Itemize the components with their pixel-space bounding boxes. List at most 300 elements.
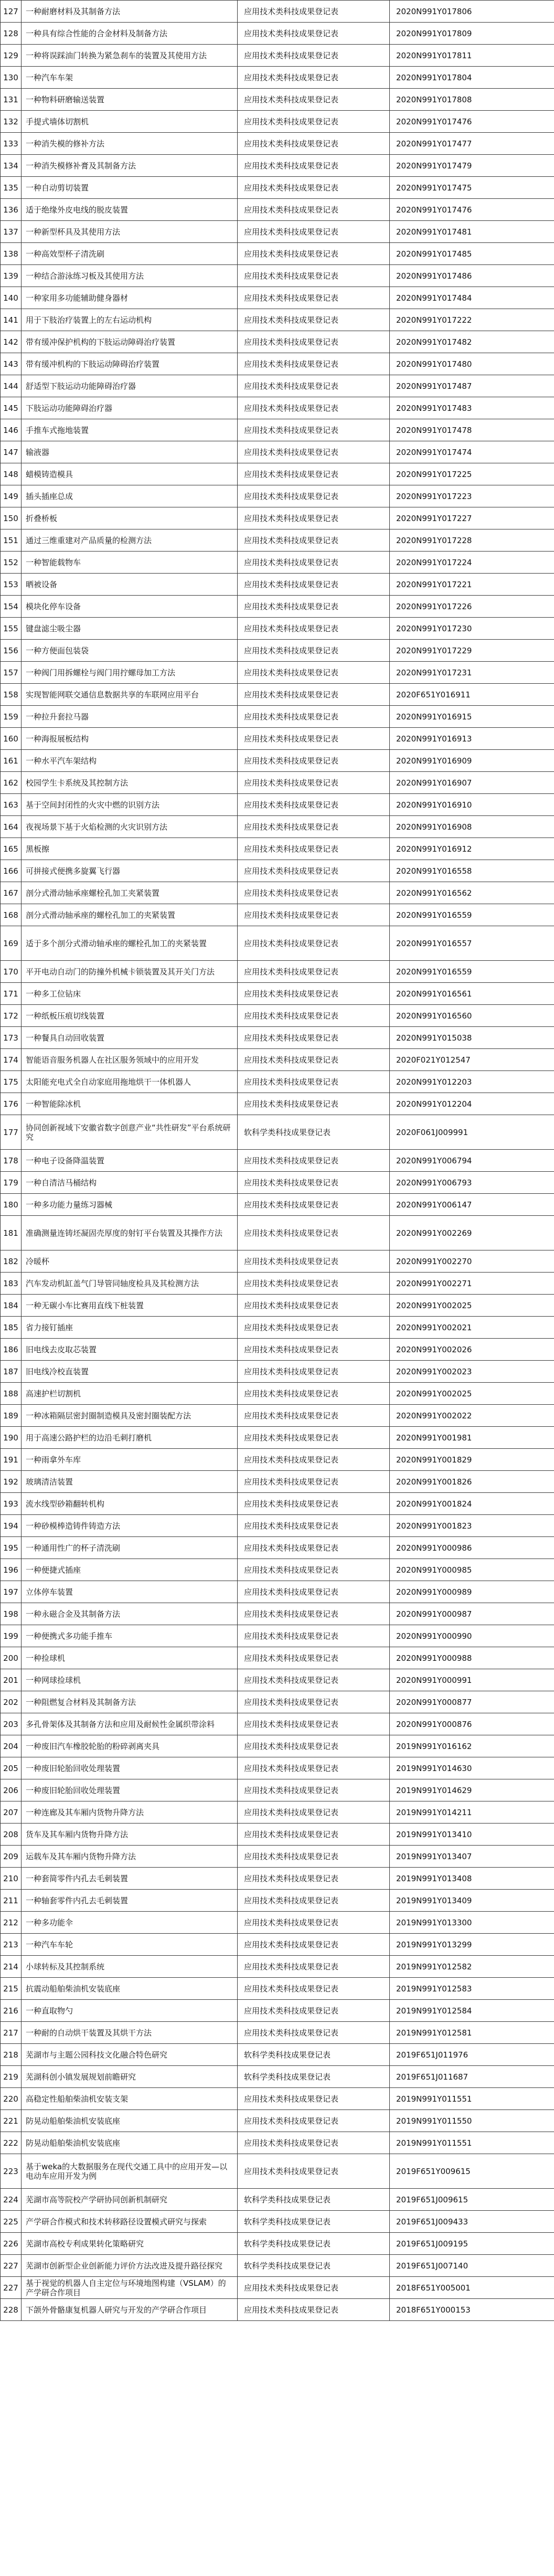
row-number-cell: 137 <box>1 221 22 243</box>
registration-number-cell: 2019N991Y013408 <box>390 1868 554 1890</box>
table-row <box>1 397 554 419</box>
table-row <box>1 2110 554 2132</box>
form-type-cell: 应用技术类科技成果登记表 <box>238 706 390 728</box>
achievement-name-cell: 一种消失模的修补方法 <box>22 133 238 155</box>
row-number-cell: 227 <box>1 2255 22 2277</box>
registration-number-cell: 2020N991Y017228 <box>390 529 554 552</box>
row-number-cell: 222 <box>1 2132 22 2154</box>
registration-number-cell: 2020N991Y017222 <box>390 309 554 331</box>
registration-number-cell: 2020N991Y002023 <box>390 1361 554 1383</box>
form-type-cell: 应用技术类科技成果登记表 <box>238 111 390 133</box>
row-number-cell: 150 <box>1 507 22 529</box>
achievement-name-cell: 平开电动自动门的防撞外机械卡锁装置及其开关门方法 <box>22 961 238 983</box>
achievement-name-cell: 剖分式滑动轴承座的螺栓孔加工的夹紧装置 <box>22 904 238 926</box>
form-type-cell: 应用技术类科技成果登记表 <box>238 155 390 177</box>
row-number-cell: 147 <box>1 441 22 463</box>
row-number-cell: 157 <box>1 662 22 684</box>
form-type-cell: 应用技术类科技成果登记表 <box>238 728 390 750</box>
table-row <box>1 45 554 67</box>
achievement-name-cell: 黑板擦 <box>22 838 238 860</box>
registration-number-cell: 2018F651Y000153 <box>390 2299 554 2321</box>
table-row <box>1 1493 554 1515</box>
registration-number-cell: 2020N991Y000991 <box>390 1669 554 1691</box>
registration-number-cell: 2020N991Y006147 <box>390 1194 554 1216</box>
registration-number-cell: 2020N991Y017486 <box>390 265 554 287</box>
row-number-cell: 190 <box>1 1427 22 1449</box>
table-row <box>1 463 554 485</box>
achievement-name-cell: 模块化停车设备 <box>22 596 238 618</box>
achievement-name-cell: 带有缓冲保护机构的下肢运动障碍治疗装置 <box>22 331 238 353</box>
registration-number-cell: 2020N991Y016908 <box>390 816 554 838</box>
registration-number-cell: 2020F651Y016911 <box>390 684 554 706</box>
row-number-cell: 219 <box>1 2066 22 2088</box>
registration-number-cell: 2019N991Y012584 <box>390 2000 554 2022</box>
form-type-cell: 应用技术类科技成果登记表 <box>238 1537 390 1559</box>
row-number-cell: 176 <box>1 1093 22 1115</box>
achievement-name-cell: 玻璃清洁装置 <box>22 1471 238 1493</box>
table-row <box>1 1559 554 1581</box>
table-row <box>1 2088 554 2110</box>
registration-number-cell: 2019N991Y014629 <box>390 1779 554 1801</box>
row-number-cell: 159 <box>1 706 22 728</box>
table-row <box>1 2022 554 2044</box>
registration-number-cell: 2020N991Y017479 <box>390 155 554 177</box>
registration-number-cell: 2020N991Y017475 <box>390 177 554 199</box>
form-type-cell: 应用技术类科技成果登记表 <box>238 1978 390 2000</box>
row-number-cell: 214 <box>1 1956 22 1978</box>
form-type-cell: 应用技术类科技成果登记表 <box>238 1956 390 1978</box>
form-type-cell: 应用技术类科技成果登记表 <box>238 221 390 243</box>
table-row <box>1 2211 554 2233</box>
registration-number-cell: 2020N991Y017221 <box>390 574 554 596</box>
form-type-cell: 应用技术类科技成果登记表 <box>238 1779 390 1801</box>
achievement-name-cell: 一种连廊及其车厢内货物升降方法 <box>22 1801 238 1824</box>
form-type-cell: 应用技术类科技成果登记表 <box>238 794 390 816</box>
table-row <box>1 331 554 353</box>
achievement-name-cell: 芜湖市高校专利成果转化策略研究 <box>22 2233 238 2255</box>
form-type-cell: 应用技术类科技成果登记表 <box>238 507 390 529</box>
row-number-cell: 164 <box>1 816 22 838</box>
registration-number-cell: 2019N991Y011550 <box>390 2110 554 2132</box>
form-type-cell: 应用技术类科技成果登记表 <box>238 2000 390 2022</box>
row-number-cell: 206 <box>1 1779 22 1801</box>
achievement-name-cell: 立体停车装置 <box>22 1581 238 1603</box>
table-row <box>1 574 554 596</box>
row-number-cell: 203 <box>1 1713 22 1735</box>
form-type-cell: 应用技术类科技成果登记表 <box>238 860 390 882</box>
table-row <box>1 618 554 640</box>
row-number-cell: 166 <box>1 860 22 882</box>
achievement-name-cell: 手提式墙体切割机 <box>22 111 238 133</box>
row-number-cell: 209 <box>1 1846 22 1868</box>
form-type-cell: 应用技术类科技成果登记表 <box>238 1934 390 1956</box>
achievement-name-cell: 高速护栏切割机 <box>22 1383 238 1405</box>
registration-number-cell: 2020N991Y016912 <box>390 838 554 860</box>
row-number-cell: 134 <box>1 155 22 177</box>
registration-number-cell: 2019N991Y014211 <box>390 1801 554 1824</box>
table-row <box>1 1361 554 1383</box>
achievement-name-cell: 基于weka的大数据服务在现代交通工具中的应用开发—以电动车应用开发为例 <box>22 2154 238 2189</box>
registration-number-cell: 2020N991Y017224 <box>390 552 554 574</box>
achievement-name-cell: 防晃动船舶柴油机安装底座 <box>22 2110 238 2132</box>
row-number-cell: 199 <box>1 1625 22 1647</box>
form-type-cell: 应用技术类科技成果登记表 <box>238 1471 390 1493</box>
table-row <box>1 1846 554 1868</box>
form-type-cell: 应用技术类科技成果登记表 <box>238 177 390 199</box>
table-row <box>1 419 554 441</box>
row-number-cell: 156 <box>1 640 22 662</box>
table-row <box>1 1216 554 1250</box>
registration-number-cell: 2020N991Y017225 <box>390 463 554 485</box>
achievement-name-cell: 一种纸板压痕切线装置 <box>22 1005 238 1027</box>
form-type-cell: 应用技术类科技成果登记表 <box>238 1317 390 1339</box>
registration-number-cell: 2020N991Y017811 <box>390 45 554 67</box>
achievement-name-cell: 芜湖市与主题公园科技文化融合特色研究 <box>22 2044 238 2066</box>
table-row <box>1 1093 554 1115</box>
row-number-cell: 130 <box>1 67 22 89</box>
form-type-cell: 应用技术类科技成果登记表 <box>238 199 390 221</box>
row-number-cell: 193 <box>1 1493 22 1515</box>
row-number-cell: 149 <box>1 485 22 507</box>
registration-number-cell: 2020N991Y017474 <box>390 441 554 463</box>
achievement-name-cell: 一种废旧汽车橡胶轮胎的粉碎剥离夹具 <box>22 1735 238 1757</box>
form-type-cell: 应用技术类科技成果登记表 <box>238 1713 390 1735</box>
form-type-cell: 应用技术类科技成果登记表 <box>238 45 390 67</box>
achievement-name-cell: 太阳能充电式全自动家庭用拖地烘干一体机器人 <box>22 1071 238 1093</box>
achievement-name-cell: 一种耐的自动烘干装置及其烘干方法 <box>22 2022 238 2044</box>
form-type-cell: 应用技术类科技成果登记表 <box>238 552 390 574</box>
registration-number-cell: 2020N991Y006793 <box>390 1172 554 1194</box>
achievement-name-cell: 一种砂模棒造铸件铸造方法 <box>22 1515 238 1537</box>
row-number-cell: 187 <box>1 1361 22 1383</box>
achievement-name-cell: 一种多功能力量练习器械 <box>22 1194 238 1216</box>
achievement-name-cell: 一种高效型杯子清洗刷 <box>22 243 238 265</box>
row-number-cell: 213 <box>1 1934 22 1956</box>
row-number-cell: 184 <box>1 1295 22 1317</box>
table-row <box>1 1383 554 1405</box>
form-type-cell: 应用技术类科技成果登记表 <box>238 750 390 772</box>
form-type-cell: 应用技术类科技成果登记表 <box>238 67 390 89</box>
form-type-cell: 应用技术类科技成果登记表 <box>238 2299 390 2321</box>
form-type-cell: 应用技术类科技成果登记表 <box>238 133 390 155</box>
form-type-cell: 应用技术类科技成果登记表 <box>238 1027 390 1049</box>
table-row <box>1 2189 554 2211</box>
achievement-name-cell: 一种汽车车轮 <box>22 1934 238 1956</box>
row-number-cell: 172 <box>1 1005 22 1027</box>
registration-number-cell: 2020N991Y016560 <box>390 1005 554 1027</box>
row-number-cell: 221 <box>1 2110 22 2132</box>
registration-number-cell: 2020N991Y017476 <box>390 111 554 133</box>
registration-number-cell: 2020N991Y000990 <box>390 1625 554 1647</box>
achievement-name-cell: 带有缓冲机构的下肢运动障碍治疗装置 <box>22 353 238 375</box>
table-row <box>1 1194 554 1216</box>
row-number-cell: 161 <box>1 750 22 772</box>
registration-number-cell: 2019F651J009615 <box>390 2189 554 2211</box>
registration-number-cell: 2019F651J007140 <box>390 2255 554 2277</box>
row-number-cell: 181 <box>1 1216 22 1250</box>
table-row <box>1 485 554 507</box>
achievement-name-cell: 基于视觉的机器人自主定位与环境地图构建（VSLAM）的产学研合作项目 <box>22 2277 238 2299</box>
row-number-cell: 182 <box>1 1250 22 1273</box>
registration-number-cell: 2020N991Y016559 <box>390 904 554 926</box>
row-number-cell: 200 <box>1 1647 22 1669</box>
registration-number-cell: 2018F651Y005001 <box>390 2277 554 2299</box>
table-row <box>1 750 554 772</box>
achievement-name-cell: 基于空间封闭性的火灾中燃的识别方法 <box>22 794 238 816</box>
registration-number-cell: 2019N991Y013300 <box>390 1912 554 1934</box>
row-number-cell: 128 <box>1 23 22 45</box>
table-row <box>1 1005 554 1027</box>
achievement-name-cell: 流水线型砂箱翻转机构 <box>22 1493 238 1515</box>
registration-number-cell: 2019F651Y009615 <box>390 2154 554 2189</box>
form-type-cell: 应用技术类科技成果登记表 <box>238 1890 390 1912</box>
row-number-cell: 188 <box>1 1383 22 1405</box>
form-type-cell: 软科学类科技成果登记表 <box>238 2255 390 2277</box>
row-number-cell: 183 <box>1 1273 22 1295</box>
achievement-name-cell: 夜视场景下基于火焰检测的火灾识别方法 <box>22 816 238 838</box>
achievement-name-cell: 一种耐磨材料及其制备方法 <box>22 1 238 23</box>
achievement-name-cell: 一种便捷式插座 <box>22 1559 238 1581</box>
row-number-cell: 208 <box>1 1824 22 1846</box>
form-type-cell: 应用技术类科技成果登记表 <box>238 397 390 419</box>
registration-number-cell: 2020N991Y017477 <box>390 133 554 155</box>
form-type-cell: 应用技术类科技成果登记表 <box>238 1339 390 1361</box>
achievement-name-cell: 准确测量连铸坯凝固壳厚度的射钉平台装置及其操作方法 <box>22 1216 238 1250</box>
registration-number-cell: 2020N991Y016909 <box>390 750 554 772</box>
registration-number-cell: 2020N991Y017231 <box>390 662 554 684</box>
row-number-cell: 170 <box>1 961 22 983</box>
registration-number-cell: 2020N991Y017484 <box>390 287 554 309</box>
row-number-cell: 212 <box>1 1912 22 1934</box>
row-number-cell: 186 <box>1 1339 22 1361</box>
form-type-cell: 应用技术类科技成果登记表 <box>238 353 390 375</box>
form-type-cell: 应用技术类科技成果登记表 <box>238 331 390 353</box>
row-number-cell: 215 <box>1 1978 22 2000</box>
form-type-cell: 应用技术类科技成果登记表 <box>238 1172 390 1194</box>
registration-number-cell: 2019N991Y013409 <box>390 1890 554 1912</box>
row-number-cell: 146 <box>1 419 22 441</box>
form-type-cell: 应用技术类科技成果登记表 <box>238 1493 390 1515</box>
form-type-cell: 应用技术类科技成果登记表 <box>238 838 390 860</box>
registration-number-cell: 2019F651J011687 <box>390 2066 554 2088</box>
form-type-cell: 应用技术类科技成果登记表 <box>238 1250 390 1273</box>
table-row <box>1 441 554 463</box>
row-number-cell: 173 <box>1 1027 22 1049</box>
table-row <box>1 794 554 816</box>
row-number-cell: 145 <box>1 397 22 419</box>
achievement-name-cell: 通过三维重建对产品质量的检测方法 <box>22 529 238 552</box>
table-row <box>1 684 554 706</box>
table-row <box>1 1172 554 1194</box>
form-type-cell: 应用技术类科技成果登记表 <box>238 1757 390 1779</box>
table-row <box>1 983 554 1005</box>
registration-number-cell: 2019N991Y012582 <box>390 1956 554 1978</box>
achievement-name-cell: 插头插座总成 <box>22 485 238 507</box>
registration-number-cell: 2020N991Y002025 <box>390 1295 554 1317</box>
achievement-name-cell: 一种捡球机 <box>22 1647 238 1669</box>
achievement-name-cell: 可拼接式便携多旋翼飞行器 <box>22 860 238 882</box>
table-row <box>1 1603 554 1625</box>
achievement-name-cell: 协同创新视域下安徽省数字创意产业“共性研发”平台系统研究 <box>22 1115 238 1150</box>
achievement-name-cell: 运载车及其车厢内货物升降方法 <box>22 1846 238 1868</box>
table-row <box>1 1581 554 1603</box>
table-row <box>1 2255 554 2277</box>
form-type-cell: 应用技术类科技成果登记表 <box>238 983 390 1005</box>
row-number-cell: 132 <box>1 111 22 133</box>
registration-number-cell: 2020N991Y012204 <box>390 1093 554 1115</box>
registration-number-cell: 2019F651J011976 <box>390 2044 554 2066</box>
table-row <box>1 243 554 265</box>
achievement-name-cell: 智能语音服务机器人在社区服务领域中的应用开发 <box>22 1049 238 1071</box>
achievement-name-cell: 一种轴套零件内孔去毛刺装置 <box>22 1890 238 1912</box>
table-row <box>1 2299 554 2321</box>
row-number-cell: 180 <box>1 1194 22 1216</box>
row-number-cell: 220 <box>1 2088 22 2110</box>
table-row <box>1 1956 554 1978</box>
form-type-cell: 应用技术类科技成果登记表 <box>238 1559 390 1581</box>
row-number-cell: 192 <box>1 1471 22 1493</box>
row-number-cell: 210 <box>1 1868 22 1890</box>
table-row <box>1 1868 554 1890</box>
registration-number-cell: 2020N991Y017230 <box>390 618 554 640</box>
table-row <box>1 1049 554 1071</box>
achievement-name-cell: 一种物料研磨输送装置 <box>22 89 238 111</box>
registration-number-cell: 2019N991Y012583 <box>390 1978 554 2000</box>
form-type-cell: 应用技术类科技成果登记表 <box>238 961 390 983</box>
row-number-cell: 225 <box>1 2211 22 2233</box>
achievement-name-cell: 一种套简零件内孔去毛刺装置 <box>22 1868 238 1890</box>
form-type-cell: 软科学类科技成果登记表 <box>238 2066 390 2088</box>
achievement-name-cell: 一种海报展板结构 <box>22 728 238 750</box>
registration-number-cell: 2019N991Y013299 <box>390 1934 554 1956</box>
form-type-cell: 应用技术类科技成果登记表 <box>238 1383 390 1405</box>
achievement-name-cell: 一种智能载物车 <box>22 552 238 574</box>
table-row <box>1 860 554 882</box>
registration-number-cell: 2020N991Y000986 <box>390 1537 554 1559</box>
form-type-cell: 软科学类科技成果登记表 <box>238 2211 390 2233</box>
registration-number-cell: 2020N991Y016907 <box>390 772 554 794</box>
row-number-cell: 217 <box>1 2022 22 2044</box>
registration-number-cell: 2020N991Y017485 <box>390 243 554 265</box>
table-row <box>1 221 554 243</box>
registration-number-cell: 2019N991Y011551 <box>390 2088 554 2110</box>
registration-number-cell: 2020F021Y012547 <box>390 1049 554 1071</box>
table-row <box>1 816 554 838</box>
registration-number-cell: 2020N991Y017483 <box>390 397 554 419</box>
row-number-cell: 169 <box>1 926 22 961</box>
form-type-cell: 应用技术类科技成果登记表 <box>238 529 390 552</box>
achievement-name-cell: 实现智能网联交通信息数据共享的车联网应用平台 <box>22 684 238 706</box>
registration-number-cell: 2020N991Y001981 <box>390 1427 554 1449</box>
achievement-name-cell: 下颌外骨骼康复机器人研究与开发的产学研合作项目 <box>22 2299 238 2321</box>
table-row <box>1 529 554 552</box>
form-type-cell: 应用技术类科技成果登记表 <box>238 1194 390 1216</box>
table-row <box>1 1471 554 1493</box>
achievement-name-cell: 一种电子设备降温装置 <box>22 1150 238 1172</box>
form-type-cell: 应用技术类科技成果登记表 <box>238 1 390 23</box>
form-type-cell: 应用技术类科技成果登记表 <box>238 882 390 904</box>
table-row <box>1 1405 554 1427</box>
achievement-name-cell: 省力接钉插座 <box>22 1317 238 1339</box>
table-row <box>1 2154 554 2189</box>
registration-number-cell: 2020N991Y017808 <box>390 89 554 111</box>
table-row <box>1 2233 554 2255</box>
achievement-name-cell: 汽车发动机缸盖气门导管同轴度检具及其检测方法 <box>22 1273 238 1295</box>
registration-number-cell: 2020N991Y017482 <box>390 331 554 353</box>
achievement-name-cell: 小球转标及其控制系统 <box>22 1956 238 1978</box>
table-row <box>1 375 554 397</box>
achievement-name-cell: 一种无碳小车比赛用直线下桩装置 <box>22 1295 238 1317</box>
form-type-cell: 应用技术类科技成果登记表 <box>238 662 390 684</box>
table-row <box>1 1339 554 1361</box>
table-row <box>1 640 554 662</box>
registration-number-cell: 2020N991Y002026 <box>390 1339 554 1361</box>
row-number-cell: 142 <box>1 331 22 353</box>
achievement-name-cell: 一种方便面包装袋 <box>22 640 238 662</box>
registration-number-cell: 2020N991Y017227 <box>390 507 554 529</box>
form-type-cell: 应用技术类科技成果登记表 <box>238 2088 390 2110</box>
registration-number-cell: 2020N991Y002022 <box>390 1405 554 1427</box>
achievement-name-cell: 一种阀门用拆螺栓与阀门用拧螺母加工方法 <box>22 662 238 684</box>
achievement-name-cell: 键盘滤尘吸尘器 <box>22 618 238 640</box>
achievement-name-cell: 用于下肢治疗装置上的左右运动机构 <box>22 309 238 331</box>
form-type-cell: 应用技术类科技成果登记表 <box>238 1581 390 1603</box>
table-row <box>1 23 554 45</box>
form-type-cell: 应用技术类科技成果登记表 <box>238 816 390 838</box>
table-row <box>1 1978 554 2000</box>
row-number-cell: 140 <box>1 287 22 309</box>
row-number-cell: 178 <box>1 1150 22 1172</box>
table-row <box>1 1295 554 1317</box>
row-number-cell: 144 <box>1 375 22 397</box>
form-type-cell: 软科学类科技成果登记表 <box>238 2044 390 2066</box>
table-row <box>1 89 554 111</box>
table-row <box>1 706 554 728</box>
achievement-name-cell: 多孔骨架体及其制备方法和应用及耐候性金属织带涂料 <box>22 1713 238 1735</box>
row-number-cell: 165 <box>1 838 22 860</box>
table-row <box>1 1647 554 1669</box>
registration-number-cell: 2020N991Y000989 <box>390 1581 554 1603</box>
achievement-name-cell: 折叠桥板 <box>22 507 238 529</box>
form-type-cell: 应用技术类科技成果登记表 <box>238 1735 390 1757</box>
table-row <box>1 926 554 961</box>
form-type-cell: 应用技术类科技成果登记表 <box>238 904 390 926</box>
form-type-cell: 应用技术类科技成果登记表 <box>238 1449 390 1471</box>
table-row <box>1 1537 554 1559</box>
row-number-cell: 168 <box>1 904 22 926</box>
row-number-cell: 194 <box>1 1515 22 1537</box>
registration-number-cell: 2020N991Y017480 <box>390 353 554 375</box>
table-row <box>1 1691 554 1713</box>
table-row <box>1 1669 554 1691</box>
form-type-cell: 应用技术类科技成果登记表 <box>238 1361 390 1383</box>
table-row <box>1 1912 554 1934</box>
row-number-cell: 205 <box>1 1757 22 1779</box>
form-type-cell: 应用技术类科技成果登记表 <box>238 1405 390 1427</box>
row-number-cell: 223 <box>1 2154 22 2189</box>
table-row <box>1 772 554 794</box>
row-number-cell: 179 <box>1 1172 22 1194</box>
table-row <box>1 67 554 89</box>
table-row <box>1 1427 554 1449</box>
achievement-name-cell: 一种结合游泳练习板及其使用方法 <box>22 265 238 287</box>
table-row <box>1 1115 554 1150</box>
achievement-name-cell: 剖分式滑动轴承座螺栓孔加工夹紧装置 <box>22 882 238 904</box>
row-number-cell: 201 <box>1 1669 22 1691</box>
form-type-cell: 应用技术类科技成果登记表 <box>238 1625 390 1647</box>
achievement-name-cell: 芜湖市高等院校产学研协同创新机制研究 <box>22 2189 238 2211</box>
registration-number-cell: 2020N991Y000877 <box>390 1691 554 1713</box>
